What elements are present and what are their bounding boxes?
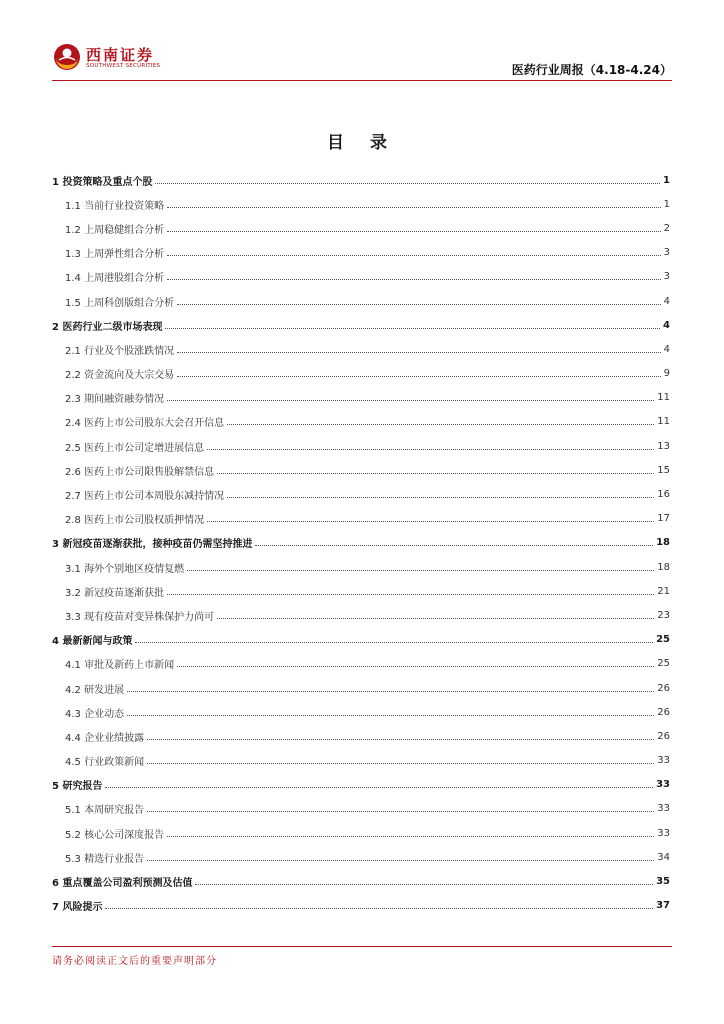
toc-entry[interactable]: [52, 362, 670, 386]
toc-entry[interactable]: [52, 821, 670, 845]
toc-entry-title: 3 新冠疫苗逐渐获批，接种疫苗仍需坚持推进: [52, 539, 253, 551]
toc-entry-page: 4: [663, 319, 670, 331]
toc-leader-dots: [207, 521, 654, 522]
toc-entry[interactable]: [52, 482, 670, 506]
toc-entry-title: 4.1 审批及新药上市新闻: [65, 660, 175, 672]
toc-entry-page: 18: [656, 537, 670, 549]
toc-leader-dots: [165, 328, 660, 329]
toc-entry[interactable]: [52, 676, 670, 700]
toc-entry-page: 9: [663, 368, 670, 380]
toc-leader-dots: [227, 424, 654, 425]
header-divider: [52, 80, 672, 81]
toc-leader-dots: [167, 231, 661, 232]
toc-leader-dots: [177, 666, 654, 667]
toc-entry[interactable]: [52, 652, 670, 676]
toc-entry-title: 2.2 资金流向及大宗交易: [65, 370, 175, 382]
toc-entry-page: 33: [657, 827, 670, 839]
toc-leader-dots: [217, 473, 654, 474]
footer-divider: [52, 946, 672, 947]
toc-entry-title: 7 风险提示: [52, 902, 103, 914]
toc-entry-title: 1.4 上周港股组合分析: [65, 273, 165, 285]
toc-entry-page: 11: [657, 392, 670, 404]
toc-entry-title: 5 研究报告: [52, 781, 103, 793]
toc-entry[interactable]: [52, 216, 670, 240]
toc-entry-title: 6 重点覆盖公司盈利预测及估值: [52, 878, 193, 890]
toc-entry-page: 26: [657, 682, 670, 694]
toc-leader-dots: [135, 642, 653, 643]
toc-entry[interactable]: [52, 192, 670, 216]
toc-entry-page: 4: [663, 343, 670, 355]
toc-leader-dots: [227, 497, 654, 498]
toc-entry[interactable]: [52, 700, 670, 724]
toc-entry[interactable]: [52, 507, 670, 531]
toc-leader-dots: [167, 255, 661, 256]
toc-entry-page: 4: [663, 295, 670, 307]
toc-leader-dots: [147, 763, 654, 764]
toc-entry-page: 23: [657, 609, 670, 621]
toc-entry-page: 13: [657, 440, 670, 452]
toc-entry-page: 16: [657, 489, 670, 501]
report-title: 医药行业周报（4.18-4.24）: [511, 63, 672, 77]
toc-entry[interactable]: [52, 265, 670, 289]
toc-entry[interactable]: [52, 724, 670, 748]
toc-leader-dots: [177, 304, 661, 305]
toc-entry-page: 11: [657, 416, 670, 428]
toc-entry-page: 3: [663, 247, 670, 259]
table-of-contents: [52, 168, 670, 918]
toc-entry-page: 15: [657, 464, 670, 476]
toc-leader-dots: [147, 811, 654, 812]
toc-entry[interactable]: [52, 289, 670, 313]
toc-entry-title: 4.5 行业政策新闻: [65, 757, 145, 769]
company-logo: [52, 42, 162, 74]
toc-entry-page: 25: [656, 634, 670, 646]
toc-entry[interactable]: [52, 797, 670, 821]
toc-entry-page: 26: [657, 706, 670, 718]
toc-entry[interactable]: [52, 458, 670, 482]
toc-entry-page: 1: [663, 174, 670, 186]
toc-entry-page: 26: [657, 730, 670, 742]
toc-entry[interactable]: [52, 845, 670, 869]
toc-entry-page: 35: [656, 876, 670, 888]
toc-entry-title: 2.6 医药上市公司限售股解禁信息: [65, 466, 215, 478]
toc-entry[interactable]: [52, 869, 670, 893]
toc-entry[interactable]: [52, 410, 670, 434]
toc-leader-dots: [207, 449, 654, 450]
toc-entry-title: 3.3 现有疫苗对变异株保护力尚可: [65, 611, 215, 623]
toc-entry-page: 37: [656, 900, 670, 912]
toc-leader-dots: [105, 787, 653, 788]
toc-entry-title: 1.3 上周弹性组合分析: [65, 249, 165, 261]
toc-entry-page: 34: [657, 851, 670, 863]
toc-leader-dots: [177, 352, 661, 353]
toc-entry[interactable]: [52, 434, 670, 458]
toc-entry-title: 5.1 本周研究报告: [65, 805, 145, 817]
toc-entry-page: 33: [657, 803, 670, 815]
toc-leader-dots: [167, 400, 654, 401]
toc-entry-page: 25: [657, 658, 670, 670]
footer-disclaimer: 请务必阅读正文后的重要声明部分: [52, 956, 217, 967]
toc-entry-title: 1 投资策略及重点个股: [52, 176, 153, 188]
toc-leader-dots: [255, 545, 653, 546]
toc-entry-title: 5.3 精选行业报告: [65, 853, 145, 865]
toc-entry-title: 4.4 企业业绩披露: [65, 732, 145, 744]
toc-entry-page: 33: [656, 779, 670, 791]
toc-entry-title: 2 医药行业二级市场表现: [52, 321, 163, 333]
toc-entry-page: 33: [657, 755, 670, 767]
toc-leader-dots: [147, 860, 654, 861]
toc-leader-dots: [105, 908, 653, 909]
toc-entry-title: 1.1 当前行业投资策略: [65, 200, 165, 212]
toc-entry-page: 3: [663, 271, 670, 283]
toc-entry[interactable]: [52, 313, 670, 337]
toc-entry[interactable]: [52, 241, 670, 265]
toc-leader-dots: [167, 279, 661, 280]
toc-title: 目 录: [327, 133, 397, 153]
toc-leader-dots: [167, 836, 654, 837]
toc-entry-title: 3.1 海外个别地区疫情复燃: [65, 563, 185, 575]
toc-entry[interactable]: [52, 603, 670, 627]
toc-entry-title: 2.7 医药上市公司本周股东减持情况: [65, 491, 225, 503]
toc-entry-title: 4.2 研发进展: [65, 684, 125, 696]
toc-entry-title: 1.5 上周科创版组合分析: [65, 297, 175, 309]
toc-entry-title: 2.4 医药上市公司股东大会召开信息: [65, 418, 225, 430]
toc-leader-dots: [177, 376, 661, 377]
toc-entry[interactable]: [52, 894, 670, 918]
toc-entry[interactable]: [52, 773, 670, 797]
toc-leader-dots: [167, 207, 661, 208]
toc-leader-dots: [195, 884, 653, 885]
toc-entry-title: 2.8 医药上市公司股权质押情况: [65, 515, 205, 527]
toc-leader-dots: [155, 183, 660, 184]
toc-entry[interactable]: [52, 579, 670, 603]
toc-entry-title: 5.2 核心公司深度报告: [65, 829, 165, 841]
toc-leader-dots: [127, 715, 654, 716]
toc-entry-page: 21: [657, 585, 670, 597]
toc-entry-page: 1: [663, 198, 670, 210]
toc-entry[interactable]: [52, 531, 670, 555]
toc-entry-page: 2: [663, 222, 670, 234]
toc-entry[interactable]: [52, 749, 670, 773]
page-header: [0, 0, 724, 82]
toc-entry-page: 18: [657, 561, 670, 573]
toc-entry[interactable]: [52, 168, 670, 192]
toc-entry-title: 4 最新新闻与政策: [52, 636, 133, 648]
toc-entry[interactable]: [52, 628, 670, 652]
toc-leader-dots: [147, 739, 654, 740]
toc-entry-title: 1.2 上周稳健组合分析: [65, 224, 165, 236]
toc-entry-title: 2.5 医药上市公司定增进展信息: [65, 442, 205, 454]
toc-leader-dots: [217, 618, 654, 619]
logo-text-cn: 西南证券: [86, 46, 155, 64]
toc-entry[interactable]: [52, 337, 670, 361]
toc-entry-title: 2.1 行业及个股涨跌情况: [65, 345, 175, 357]
toc-entry-title: 4.3 企业动态: [65, 708, 125, 720]
toc-leader-dots: [167, 594, 654, 595]
toc-entry-title: 3.2 新冠疫苗逐渐获批: [65, 587, 165, 599]
toc-leader-dots: [127, 691, 654, 692]
toc-entry-page: 17: [657, 513, 670, 525]
toc-leader-dots: [187, 570, 654, 571]
toc-entry-title: 2.3 期间融资融券情况: [65, 394, 165, 406]
toc-entry[interactable]: [52, 555, 670, 579]
toc-entry[interactable]: [52, 386, 670, 410]
logo-emblem-icon: [52, 42, 82, 72]
logo-text-en: SOUTHWEST SECURITIES: [86, 63, 161, 69]
